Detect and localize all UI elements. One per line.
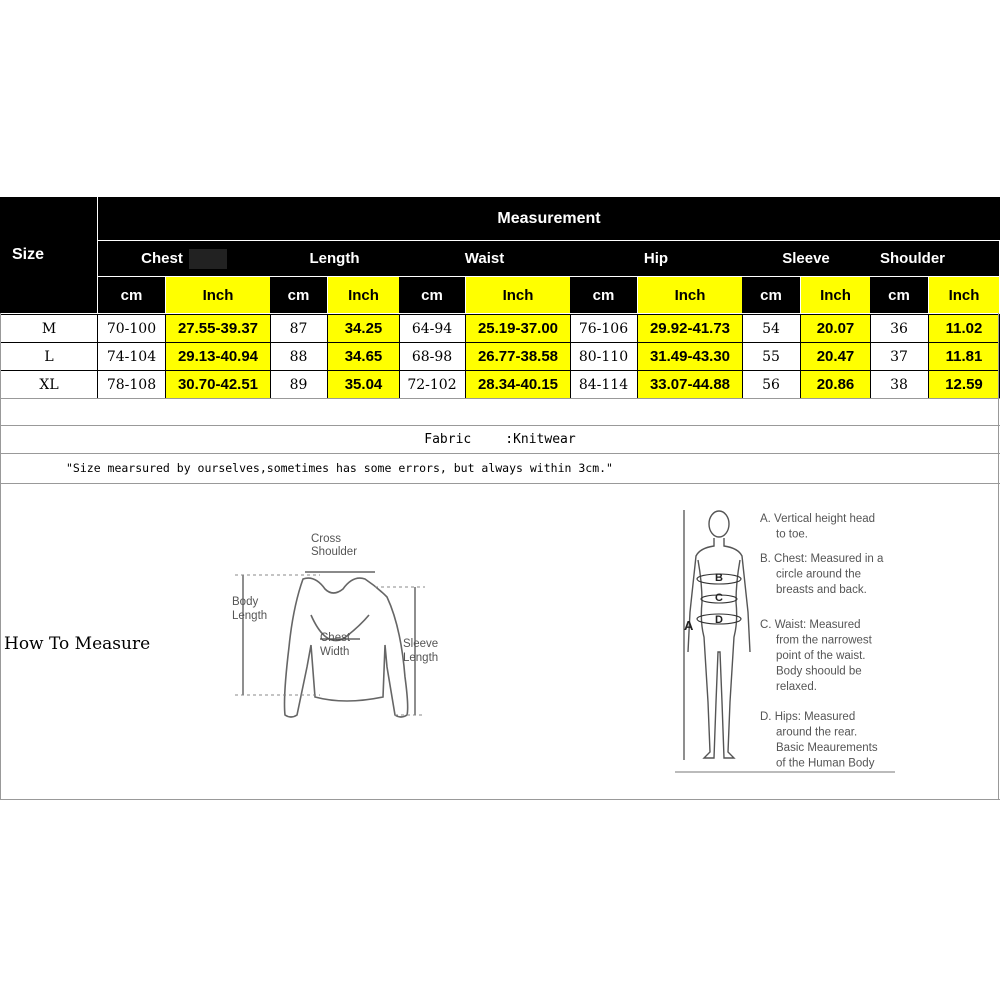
unit-inch-label: Inch (202, 286, 234, 304)
cm-value: 84-114 (578, 376, 629, 393)
size-value: L (44, 348, 54, 365)
unit-inch-header (801, 277, 870, 313)
inch-value: 11.02 (945, 320, 983, 337)
inch-value: 34.25 (344, 320, 383, 337)
column-header-4 (742, 241, 870, 276)
cross-label-1: Cross (311, 533, 342, 545)
fabric-row (0, 426, 1000, 453)
unit-inch-label: Inch (348, 286, 379, 304)
cm-value: 74-104 (106, 348, 157, 365)
inch-cell (166, 315, 270, 342)
unit-cm-header (98, 277, 165, 313)
column-header-label: Shoulder (880, 250, 946, 267)
unit-inch-label: Inch (674, 286, 706, 304)
cm-value: 88 (289, 348, 308, 365)
inch-cell (638, 315, 742, 342)
column-header-label: Length (309, 250, 360, 267)
size-chart (0, 197, 1000, 800)
cm-cell (399, 343, 465, 370)
cm-value: 54 (762, 320, 780, 337)
marker-d: D (715, 614, 723, 626)
inch-value: 27.55-39.37 (177, 320, 259, 337)
body-note-line: from the narrowest (776, 634, 872, 647)
cm-cell (270, 343, 327, 370)
cm-cell (742, 343, 800, 370)
inch-value: 20.47 (816, 348, 855, 365)
inch-cell (929, 371, 999, 398)
cm-value: 89 (289, 376, 308, 393)
inch-value: 28.34-40.15 (477, 376, 559, 393)
cm-cell (570, 371, 637, 398)
sweater-diagram (225, 527, 440, 727)
body-note-line: D. Hips: Measured (760, 711, 856, 723)
size-value: XL (39, 376, 59, 393)
body-label-1: Body (232, 596, 259, 608)
column-header-label: Sleeve (782, 250, 830, 267)
body-note-line: Body shoould be (776, 665, 862, 678)
unit-cm-header (399, 277, 465, 313)
unit-cm-label: cm (287, 286, 310, 304)
sleeve-label-2: Length (403, 652, 439, 664)
cm-value: 78-108 (106, 376, 157, 393)
inch-cell (801, 343, 870, 370)
cm-cell (270, 371, 327, 398)
measurement-header (98, 197, 1000, 240)
inch-cell (466, 315, 570, 342)
cm-cell (742, 371, 800, 398)
marker-b: B (715, 572, 723, 584)
size-header (0, 197, 97, 313)
inch-cell (466, 371, 570, 398)
unit-cm-label: cm (421, 286, 443, 304)
body-note-line: C. Waist: Measured (760, 619, 861, 631)
marker-c: C (715, 592, 723, 604)
body-diagram (670, 502, 900, 782)
unit-inch-label: Inch (948, 286, 980, 304)
cm-cell (98, 315, 165, 342)
unit-cm-header (870, 277, 928, 313)
fabric-value: :Knitwear (505, 432, 576, 447)
body-note-line: B. Chest: Measured in a (760, 553, 884, 565)
inch-value: 20.07 (816, 320, 855, 337)
cm-cell (870, 315, 928, 342)
cm-value: 68-98 (411, 348, 453, 365)
column-header-3 (570, 241, 742, 276)
body-note-line: circle around the (776, 568, 862, 581)
inch-value: 29.13-40.94 (177, 348, 259, 365)
body-note-line: of the Human Body (776, 757, 875, 770)
inch-cell (166, 343, 270, 370)
cm-value: 80-110 (578, 348, 629, 365)
body-note-line: to toe. (776, 528, 808, 541)
measurement-header-label: Measurement (497, 209, 601, 227)
size-value: M (41, 320, 57, 337)
marker-a: A (684, 618, 694, 633)
size-cell (1, 343, 97, 370)
cm-value: 56 (762, 376, 780, 393)
column-header-label: Hip (643, 250, 669, 267)
chest-label-2: Width (320, 646, 350, 658)
inch-cell (801, 315, 870, 342)
unit-cm-label: cm (592, 286, 615, 304)
unit-inch-header (929, 277, 999, 313)
body-note-line: around the rear. (776, 726, 858, 739)
unit-cm-header (570, 277, 637, 313)
inch-cell (466, 343, 570, 370)
cm-cell (270, 315, 327, 342)
cm-cell (742, 315, 800, 342)
body-label-2: Length (232, 610, 268, 622)
inch-cell (801, 371, 870, 398)
cm-value: 87 (289, 320, 308, 337)
cm-cell (570, 343, 637, 370)
inch-cell (929, 343, 999, 370)
body-note-line: point of the waist. (776, 650, 866, 662)
cm-value: 55 (762, 348, 780, 365)
unit-inch-label: Inch (502, 286, 534, 304)
unit-inch-header (638, 277, 742, 313)
column-header-label: Chest (141, 250, 183, 267)
cm-cell (98, 343, 165, 370)
column-header-1 (270, 241, 399, 276)
inch-cell (166, 371, 270, 398)
fabric-label: Fabric (424, 432, 472, 447)
cm-cell (399, 315, 465, 342)
unit-cm-label: cm (888, 286, 910, 304)
body-note-line: Basic Meaurements (776, 742, 878, 754)
unit-cm-label: cm (760, 286, 782, 304)
unit-cm-label: cm (120, 286, 143, 304)
inch-value: 11.81 (945, 348, 983, 365)
cm-cell (570, 315, 637, 342)
cm-value: 38 (890, 376, 908, 393)
inch-value: 30.70-42.51 (177, 376, 259, 393)
body-note-line: relaxed. (776, 681, 817, 693)
note-row (0, 454, 1000, 482)
inch-value: 29.92-41.73 (649, 320, 731, 337)
cm-value: 37 (890, 348, 908, 365)
chest-label-1: Chest (320, 632, 351, 644)
cm-value: 64-94 (411, 320, 453, 337)
unit-inch-header (466, 277, 570, 313)
inch-value: 31.49-43.30 (649, 348, 731, 365)
body-note-line: A. Vertical height head (760, 513, 876, 525)
unit-cm-header (270, 277, 327, 313)
sleeve-label-1: Sleeve (403, 638, 439, 650)
column-header-5 (870, 241, 999, 276)
size-header-label: Size (12, 246, 45, 263)
inch-cell (328, 371, 399, 398)
inch-value: 26.77-38.58 (477, 348, 559, 365)
column-header-label: Waist (464, 250, 505, 267)
inch-cell (929, 315, 999, 342)
unit-inch-label: Inch (820, 286, 851, 304)
size-cell (1, 371, 97, 398)
inch-cell (328, 315, 399, 342)
inch-cell (638, 371, 742, 398)
inch-value: 20.86 (816, 376, 855, 393)
body-note-line: breasts and back. (776, 584, 867, 596)
inch-value: 33.07-44.88 (649, 376, 731, 393)
unit-inch-header (166, 277, 270, 313)
unit-cm-header (742, 277, 800, 313)
column-header-2 (399, 241, 570, 276)
inch-cell (328, 343, 399, 370)
cm-value: 76-106 (578, 320, 629, 337)
inch-value: 34.65 (344, 348, 383, 365)
cm-value: 72-102 (407, 376, 457, 393)
inch-value: 25.19-37.00 (477, 320, 559, 337)
cross-label-2: Shoulder (311, 546, 358, 558)
inch-value: 35.04 (344, 376, 383, 393)
unit-inch-header (328, 277, 399, 313)
note-text: "Size mearsured by ourselves,sometimes has some errors, but always within 3cm." (66, 461, 613, 475)
cm-cell (98, 371, 165, 398)
cm-cell (870, 371, 928, 398)
size-cell (1, 315, 97, 342)
cm-value: 36 (890, 320, 908, 337)
cm-cell (399, 371, 465, 398)
inch-cell (638, 343, 742, 370)
how-to-measure-label: How To Measure (4, 634, 151, 654)
column-header-0 (98, 241, 270, 276)
inch-value: 12.59 (945, 376, 983, 393)
cm-value: 70-100 (106, 320, 157, 337)
cm-cell (870, 343, 928, 370)
